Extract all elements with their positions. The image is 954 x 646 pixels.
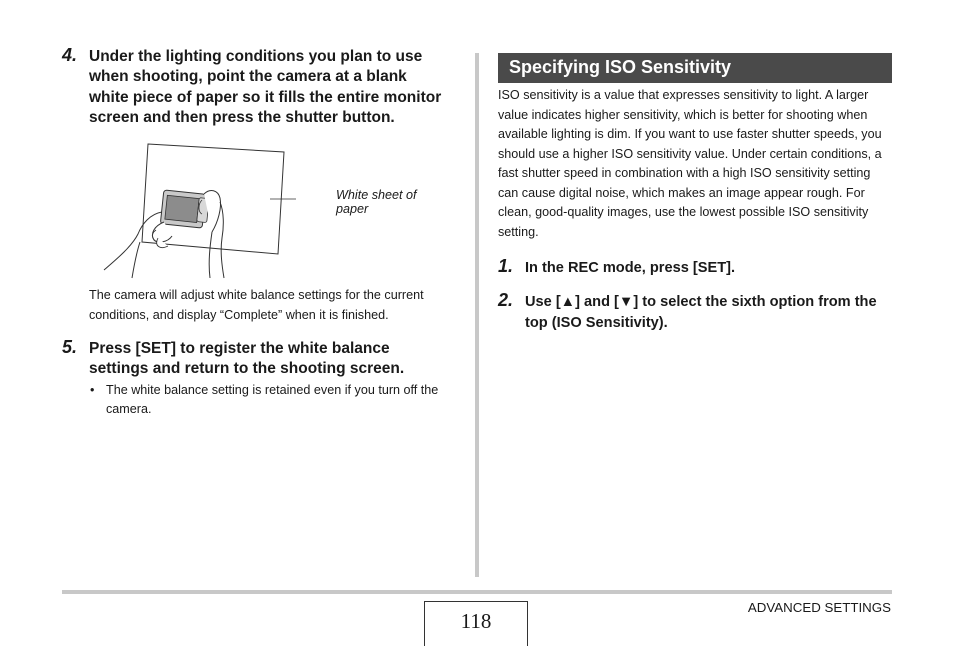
white-balance-note: The camera will adjust white balance settings for the current conditions, and display “Complete” when it is finished. (89, 288, 424, 322)
bullet-icon: • (90, 382, 95, 397)
step-instruction: Use [▲] and [▼] to select the sixth option from the top (ISO Sensitivity). (525, 294, 877, 331)
left-column (62, 47, 456, 420)
step-2 (498, 292, 892, 333)
bullet-item (89, 381, 456, 420)
step-number: 4. (62, 45, 78, 65)
footer-rule (62, 590, 892, 594)
iso-intro-paragraph: ISO sensitivity is a value that expresses sensitivity to light. A larger value indicates higher sensitivity, which is better for shooting when available lighting is dim. If you want to use faster shutter speeds, you should use a higher ISO sensitivity value. Under certain conditions, a fast shutter speed in combination with a high ISO sensitivity setting can cause digital noise, which makes an image appear rough. For clean, good-quality images, use the lowest possible ISO sensitivity setting. (498, 88, 882, 239)
column-divider (475, 53, 479, 577)
step-instruction: Press [SET] to register the white balance settings and return to the shooting screen. (89, 340, 405, 378)
step-1 (498, 258, 892, 278)
page-number: 118 (424, 601, 528, 646)
step-number: 1. (498, 256, 514, 276)
step-instruction: Under the lighting conditions you plan to use when shooting, point the camera at a blank white piece of paper so it fills the entire monitor screen and then press the shutter button. (89, 48, 442, 126)
footer-section-label: ADVANCED SETTINGS (747, 600, 891, 615)
right-column (498, 53, 892, 333)
step-number: 2. (498, 290, 514, 311)
step-5 (62, 339, 456, 380)
step-number: 5. (62, 337, 78, 358)
camera-paper-illustration (98, 142, 438, 280)
step-instruction: In the REC mode, press [SET]. (525, 260, 736, 276)
bullet-text: The white balance setting is retained even if you turn off the camera. (106, 382, 439, 417)
figure-caption: White sheet of paper (336, 188, 417, 217)
section-title: Specifying ISO Sensitivity (498, 53, 892, 83)
step-4 (62, 47, 456, 128)
